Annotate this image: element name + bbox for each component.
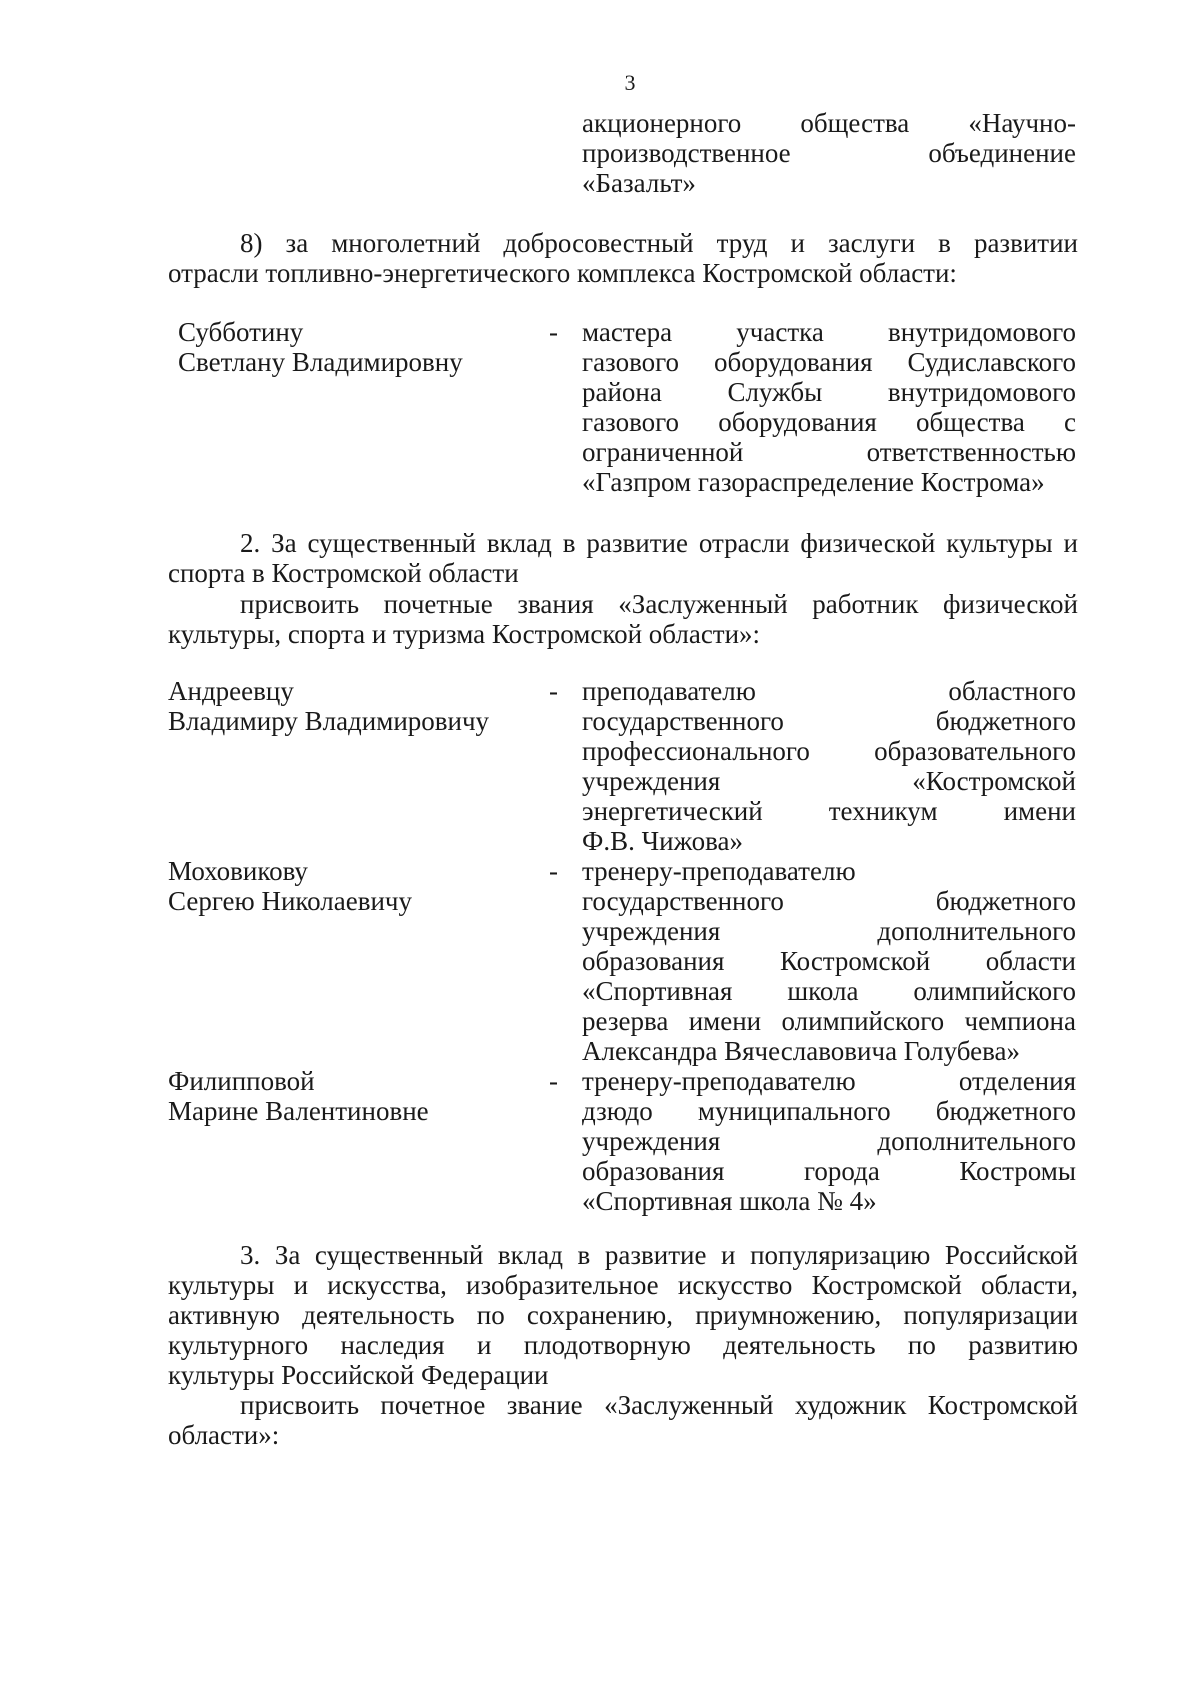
text-line: Александра Вячеславовича Голубева»	[582, 1036, 1021, 1066]
text-line: отрасли топливно-энергетического комплекса Костромской области:	[168, 258, 957, 288]
text-line: государственного бюджетного	[582, 706, 1076, 736]
text-line: Владимиру Владимировичу	[168, 706, 490, 736]
text-line: тренеру-преподавателю отделения	[582, 1066, 1076, 1096]
text-line: Ф.В. Чижова»	[582, 826, 743, 856]
text-line: культуры, спорта и туризма Костромской области»:	[168, 619, 761, 649]
text-line: Андреевцу	[168, 676, 294, 706]
text-line: Филипповой	[168, 1066, 315, 1096]
dash: -	[549, 1066, 558, 1096]
section-8-paragraph	[168, 228, 1078, 288]
recipient-position	[582, 856, 1076, 1066]
text-line: образования Костромской области	[582, 946, 1076, 976]
text-line: учреждения дополнительного	[582, 1126, 1076, 1156]
text-line: акционерного общества «Научно-	[582, 108, 1076, 138]
text-line: «Базальт»	[582, 168, 696, 198]
text-line: газового оборудования общества с	[582, 407, 1076, 437]
recipient-name	[168, 676, 528, 736]
text-line: области»:	[168, 1420, 280, 1450]
recipient-name	[168, 1066, 528, 1126]
text-line: Светлану Владимировну	[178, 347, 463, 377]
dash: -	[549, 856, 558, 886]
recipient-position	[582, 1066, 1076, 1216]
page-number: 3	[624, 70, 636, 95]
text-line: «Спортивная школа олимпийского	[582, 976, 1076, 1006]
dash: -	[549, 676, 558, 706]
section-3-paragraph	[168, 1240, 1078, 1390]
text-line: района Службы внутридомового	[582, 377, 1076, 407]
text-line: тренеру-преподавателю	[582, 856, 856, 886]
text-line: газового оборудования Судиславского	[582, 347, 1076, 377]
text-line: Субботину	[178, 317, 304, 347]
continuation-text	[582, 108, 1076, 198]
text-line: ограниченной ответственностью	[582, 437, 1076, 467]
section-2-paragraph	[168, 528, 1078, 588]
section-3-award	[168, 1390, 1078, 1450]
text-line: культуры Российской Федерации	[168, 1360, 549, 1390]
text-line: культурного наследия и плодотворную деятельность по развитию	[168, 1330, 1078, 1360]
recipient-position	[582, 317, 1076, 497]
text-line: присвоить почетное звание «Заслуженный художник Костромской	[240, 1390, 1078, 1420]
text-line: учреждения «Костромской	[582, 766, 1076, 796]
text-line: присвоить почетные звания «Заслуженный работник физической	[240, 589, 1078, 619]
text-line: преподавателю областного	[582, 676, 1076, 706]
section-2-award	[168, 589, 1078, 649]
text-line: производственное объединение	[582, 138, 1076, 168]
text-line: Сергею Николаевичу	[168, 886, 413, 916]
text-line: государственного бюджетного	[582, 886, 1076, 916]
text-line: образования города Костромы	[582, 1156, 1076, 1186]
text-line: мастера участка внутридомового	[582, 317, 1076, 347]
text-line: 2. За существенный вклад в развитие отрасли физической культуры и	[240, 528, 1078, 558]
text-line: энергетический техникум имени	[582, 796, 1076, 826]
text-line: 3. За существенный вклад в развитие и популяризацию Российской	[240, 1240, 1078, 1270]
text-line: «Газпром газораспределение Кострома»	[582, 467, 1045, 497]
recipient-name	[178, 317, 538, 377]
text-line: «Спортивная школа № 4»	[582, 1186, 877, 1216]
text-line: учреждения дополнительного	[582, 916, 1076, 946]
recipient-name	[168, 856, 528, 916]
text-line: профессионального образовательного	[582, 736, 1076, 766]
dash: -	[549, 317, 558, 347]
text-line: 8) за многолетний добросовестный труд и заслуги в развитии	[240, 228, 1078, 258]
recipient-position	[582, 676, 1076, 856]
text-line: резерва имени олимпийского чемпиона	[582, 1006, 1076, 1036]
text-line: активную деятельность по сохранению, приумножению, популяризации	[168, 1300, 1078, 1330]
text-line: спорта в Костромской области	[168, 558, 519, 588]
text-line: дзюдо муниципального бюджетного	[582, 1096, 1076, 1126]
text-line: Моховикову	[168, 856, 308, 886]
text-line: культуры и искусства, изобразительное искусство Костромской области,	[168, 1270, 1078, 1300]
text-line: Марине Валентиновне	[168, 1096, 429, 1126]
